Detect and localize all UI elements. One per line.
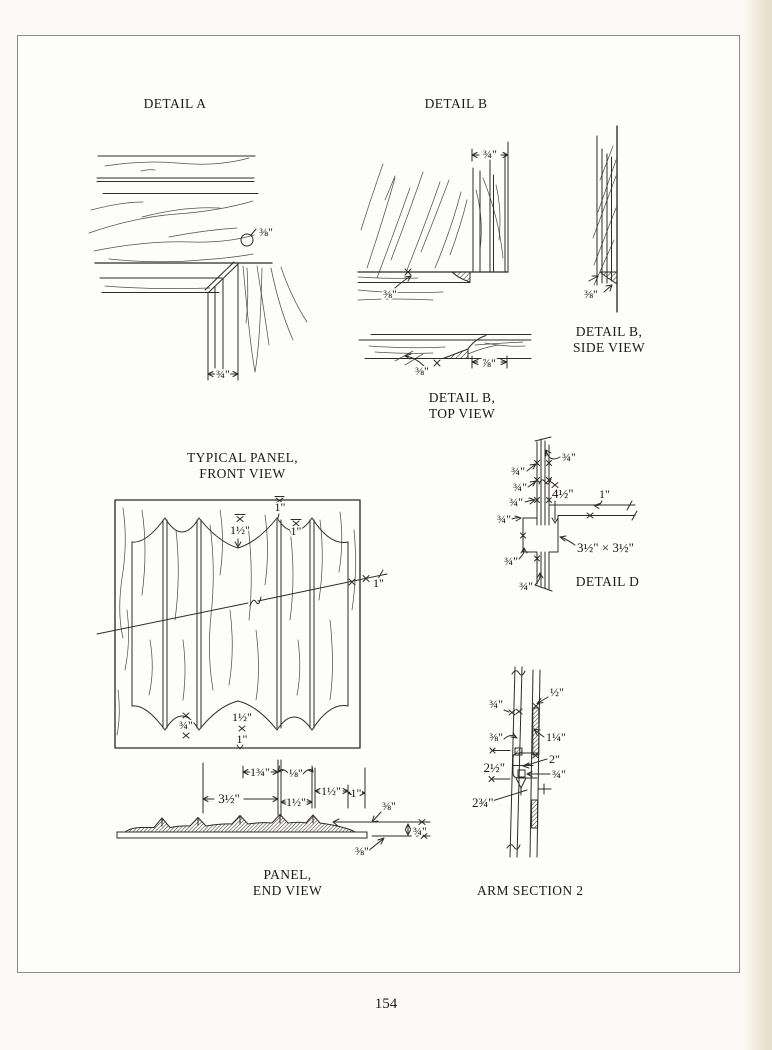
panel-end-molding bbox=[117, 815, 367, 839]
detail-d-dim-left3: ¾" bbox=[509, 495, 523, 509]
detail-a-title: DETAIL A bbox=[143, 96, 207, 111]
arm-section-long-members bbox=[507, 667, 540, 857]
panel-front-dim-bottom-left: ¾" bbox=[179, 718, 193, 732]
detail-b-top-title-line2: TOP VIEW bbox=[428, 406, 496, 422]
panel-end-dim-d1: 1¾" bbox=[250, 765, 270, 779]
detail-b-top-edges bbox=[359, 335, 531, 366]
page-number: 154 bbox=[374, 996, 398, 1012]
detail-a-drawing bbox=[85, 140, 305, 390]
panel-end-dim-d4: 1½" bbox=[286, 795, 306, 809]
detail-b-side-drawing bbox=[580, 120, 655, 315]
detail-a-dim-dowel: ⅜" bbox=[259, 225, 273, 239]
panel-front-drawing bbox=[90, 490, 395, 755]
detail-b-drawing bbox=[355, 130, 535, 315]
detail-d-dim-rail: 1" bbox=[599, 487, 610, 501]
panel-front-dim-bottom-center: 1½" bbox=[232, 710, 252, 724]
detail-b-stile-grain bbox=[361, 164, 467, 278]
arm-section-dim-d5: 2" bbox=[549, 752, 560, 766]
panel-front-flutes bbox=[132, 518, 348, 730]
detail-d-dim-lower2: ¾" bbox=[519, 579, 533, 593]
detail-b-reeds bbox=[473, 142, 508, 272]
panel-end-dim-d3: 3½" bbox=[218, 791, 240, 806]
detail-d-post bbox=[535, 437, 552, 525]
arm-section-dim-d3: ⅜" bbox=[489, 730, 503, 744]
arm-section-dim-d7: ¾" bbox=[552, 767, 566, 781]
panel-front-dim-top-cusp: 1" bbox=[274, 500, 286, 514]
detail-d-dim-tenon: 4½" bbox=[552, 486, 574, 501]
panel-front-dim-top-dip: 1" bbox=[290, 524, 302, 538]
panel-end-dim-d8: ¾" bbox=[413, 824, 427, 838]
detail-b-dim-depth: ⅜" bbox=[383, 287, 397, 301]
detail-d-drawing bbox=[465, 432, 665, 600]
panel-end-dim-d5: 1½" bbox=[321, 784, 341, 798]
detail-a-corner-joint bbox=[100, 262, 307, 372]
detail-d-dim-lower1: ¾" bbox=[504, 554, 518, 568]
panel-front-dim-diagonal: 1" bbox=[373, 576, 384, 590]
arm-section-dim-d6: 2½" bbox=[483, 760, 505, 775]
panel-end-drawing bbox=[110, 755, 440, 865]
panel-front-title-line1: TYPICAL PANEL, bbox=[186, 450, 299, 465]
detail-b-top-dim-depth: ⅜" bbox=[415, 364, 429, 378]
detail-d-dim-left1: ¾" bbox=[511, 464, 525, 478]
detail-b-side-dim-depth: ⅜" bbox=[584, 287, 598, 301]
panel-end-title bbox=[215, 867, 360, 900]
detail-d-dim-top: ¾" bbox=[562, 450, 576, 464]
panel-front-reeds bbox=[163, 520, 314, 728]
arm-section-dim-d8: 2¾" bbox=[472, 795, 494, 810]
detail-b-side-reeds bbox=[593, 126, 617, 312]
detail-d-dim-left4: ¾" bbox=[497, 512, 511, 526]
panel-end-dim-d7: ⅜" bbox=[382, 799, 396, 813]
arm-section-dim-d2: ½" bbox=[550, 685, 564, 699]
detail-b-side-title-line1: DETAIL B, bbox=[575, 324, 643, 339]
detail-b-dim-width: ¾" bbox=[483, 147, 497, 161]
detail-d-rail bbox=[550, 501, 637, 520]
detail-a-board bbox=[89, 156, 272, 263]
detail-b-top-title-line1: DETAIL B, bbox=[428, 390, 496, 405]
panel-end-title-line2: END VIEW bbox=[252, 883, 323, 899]
detail-d-title: DETAIL D bbox=[575, 574, 640, 589]
detail-a-dim-width: ¾" bbox=[216, 367, 230, 381]
page-edge-shading bbox=[744, 0, 772, 1050]
detail-d-dim-left2: ¾" bbox=[513, 480, 527, 494]
detail-d-dim-post: 3½" × 3½" bbox=[577, 540, 634, 555]
detail-b-top-dim-width: ⅞" bbox=[482, 356, 496, 370]
detail-b-side-title-line2: SIDE VIEW bbox=[573, 340, 645, 356]
panel-front-dim-bottom-center2: 1" bbox=[236, 732, 248, 746]
arm-section-dim-d1: ¾" bbox=[489, 697, 503, 711]
arm-section-drawing bbox=[460, 660, 595, 865]
panel-front-diagonal-dimension bbox=[97, 570, 387, 634]
panel-end-dim-d2: ⅛" bbox=[289, 766, 303, 780]
panel-front-title-line2: FRONT VIEW bbox=[199, 466, 286, 482]
panel-front-title bbox=[160, 450, 325, 483]
arm-section-dim-d4: 1¼" bbox=[546, 730, 566, 744]
panel-front-dim-top-center: 1½" bbox=[230, 523, 250, 537]
panel-end-dim-d6: 1" bbox=[350, 786, 362, 800]
panel-end-dim-d9: ⅜" bbox=[355, 844, 369, 858]
detail-b-title: DETAIL B bbox=[424, 96, 488, 111]
detail-b-top-title bbox=[400, 390, 524, 423]
detail-b-rail bbox=[358, 269, 508, 300]
panel-end-title-line1: PANEL, bbox=[263, 867, 312, 882]
detail-b-side-title bbox=[548, 324, 670, 357]
arm-section-title: ARM SECTION 2 bbox=[477, 883, 584, 898]
detail-b-top-drawing bbox=[355, 325, 535, 380]
